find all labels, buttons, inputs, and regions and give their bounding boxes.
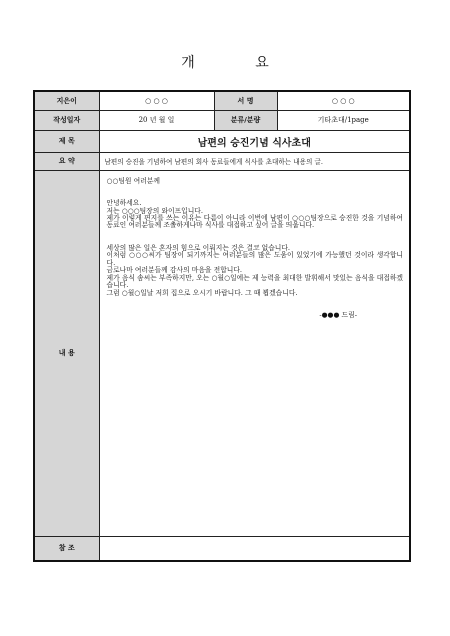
reference-value — [99, 536, 410, 561]
date-row — [34, 110, 410, 130]
letter-signature: -●●● 드림- — [319, 311, 357, 320]
letter-paragraph: 제가 이렇게 편지를 쓰는 이유는 다름이 아니라 이번에 남편이 ○○○팀장으로 승진한 것을 기념하여 동료인 여러분들께 조촐하게나마 식사를 대접하고 싶어 글을 띄웁니다. — [106, 214, 403, 230]
letter-paragraph: 그럼 ○월○일날 저희 집으로 오시기 바랍니다. 그 때 뵙겠습니다. — [106, 288, 298, 297]
signature-label: 서 명 — [214, 91, 277, 110]
author-row — [34, 91, 410, 110]
reference-row — [34, 536, 410, 561]
letter-paragraph — [107, 185, 404, 193]
date-label: 작성일자 — [34, 110, 99, 130]
summary-value: 남편의 승진을 기념하여 남편의 회사 동료들에게 식사를 초대하는 내용의 글. — [99, 152, 410, 170]
letter-paragraph: 저는 ○○○팀장의 와이프입니다. — [106, 206, 203, 215]
letter-paragraph — [107, 230, 404, 238]
letter-paragraph: 세상의 많은 일은 혼자의 힘으로 이뤄지는 것은 결코 없습니다. — [106, 243, 291, 252]
summary-row — [34, 152, 410, 170]
letter-paragraph: 안녕하세요. — [106, 199, 142, 207]
letter-paragraph — [107, 193, 404, 201]
reference-label: 참 조 — [34, 536, 99, 561]
letter-body — [99, 170, 410, 536]
content-row — [34, 170, 410, 536]
content-label: 내 용 — [34, 170, 99, 536]
date-value: 20 년 월 일 — [99, 110, 214, 130]
letter-paragraph — [107, 297, 404, 305]
letter-paragraph: 제가 음식 솜씨는 부족하지만, 오는 ○월○일에는 제 능력을 최대한 발휘해서 맛있는 음식을 대접하겠습니다. — [106, 273, 403, 290]
author-label: 지은이 — [34, 91, 99, 110]
author-value: ○ ○ ○ — [99, 91, 214, 110]
category-label: 분류/분량 — [214, 110, 277, 130]
overview-form — [33, 90, 411, 562]
subject-value: 남편의 승진기념 식사초대 — [99, 130, 410, 152]
letter-paragraph: 금로나마 여러분들께 감사의 마음을 전합니다. — [106, 266, 243, 275]
category-value: 기타초대/1page — [277, 110, 410, 130]
letter-paragraph — [107, 305, 404, 313]
letter-paragraph: ○○팀원 여러분께 — [106, 176, 160, 185]
subject-row — [34, 130, 410, 152]
letter-paragraph: 이처럼 ○○○씨가 팀장이 되기까지는 여러분들의 많은 도움이 있었기에 가능했던 것이라 생각합니다. — [106, 251, 403, 267]
signature-value: ○ ○ ○ — [277, 91, 410, 110]
document-title: 개 요 — [181, 55, 297, 71]
summary-label: 요 약 — [34, 152, 99, 170]
subject-label: 제 목 — [34, 130, 99, 152]
